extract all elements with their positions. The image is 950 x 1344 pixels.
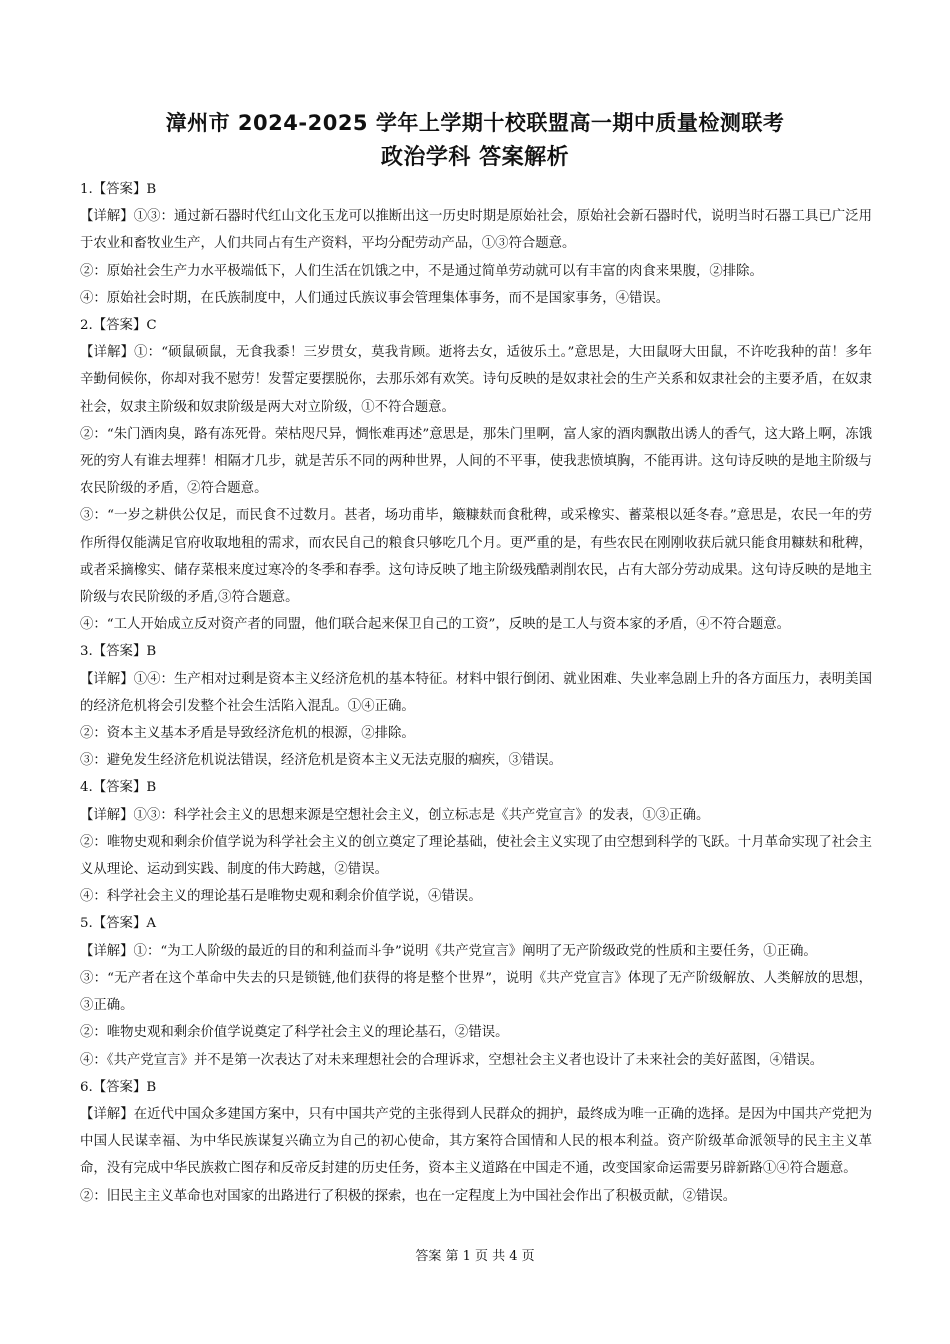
explanation-line: 【详解】①：“硕鼠硕鼠，无食我黍！三岁贯女，莫我肯顾。逝将去女，适彼乐土。”意思是，大田鼠呀大田鼠，不许吃我种的苗！多年辛勤伺候你，你却对我不慰劳！发誓定要摆脱你，去那乐郊有欢笑。诗句反映的是奴隶社会的生产关系和奴隶社会的主要矛盾，在奴隶社会，奴隶主阶级和奴隶阶级是两大对立阶级，①不符合题意。	[80, 345, 872, 415]
document-subtitle: 政治学科 答案解析	[380, 145, 570, 170]
page-footer: 答案 第 1 页 共 4 页	[415, 1249, 535, 1264]
explanation-line: 【详解】①④：生产相对过剩是资本主义经济危机的基本特征。材料中银行倒闭、就业困难、失业率急剧上升的各方面压力，表明美国的经济危机将会引发整个社会生活陷入混乱。①④正确。	[80, 671, 872, 714]
explanation-line: ②：“朱门酒肉臭，路有冻死骨。荣枯咫尺异，惆怅难再述”意思是，那朱门里啊，富人家的酒肉飘散出诱人的香气，这大路上啊，冻饿死的穷人有谁去埋葬！相隔才几步，就是苦乐不同的两种世界，人间的不平事，使我悲愤填胸，不能再讲。这句诗反映的是地主阶级与农民阶级的矛盾，②符合题意。	[80, 426, 872, 497]
explanation-line: ②：旧民主主义革命也对国家的出路进行了积极的探索，也在一定程度上为中国社会作出了积极贡献，②错误。	[80, 1188, 737, 1204]
answer-content	[80, 176, 872, 1210]
answer-line: 4.【答案】B	[80, 780, 157, 796]
explanation-line: ③：“一岁之耕供公仅足，而民食不过数月。甚者，场功甫毕，簸糠麸而食秕稗，或采橡实、蓄菜根以延冬春。”意思是，农民一年的劳作所得仅能满足官府收取地租的需求，而农民自己的粮食只够吃几个月。更严重的是，有些农民在刚刚收获后就只能食用糠麸和秕稗，或者采摘橡实、储存菜根来度过寒冷的冬季和春季。这句诗反映了地主阶级残酷剥削农民，占有大部分劳动成果。这句诗反映的是地主阶级与农民阶级的矛盾,③符合题意。	[80, 508, 872, 606]
answer-line: 6.【答案】B	[80, 1079, 157, 1095]
answer-line: 2.【答案】C	[80, 318, 157, 334]
explanation-line: ④：《共产党宣言》并不是第一次表达了对未来理想社会的合理诉求，空想社会主义者也设计了未来社会的美好蓝图，④错误。	[80, 1052, 824, 1068]
explanation-line: ③：避免发生经济危机说法错误，经济危机是资本主义无法克服的痼疾，③错误。	[80, 753, 563, 769]
explanation-line: ②：唯物史观和剩余价值学说奠定了科学社会主义的理论基石，②错误。	[80, 1025, 509, 1041]
explanation-line: ②：资本主义基本矛盾是导致经济危机的根源，②排除。	[80, 726, 415, 742]
explanation-line: ④：“工人开始成立反对资产者的同盟，他们联合起来保卫自己的工资”，反映的是工人与资本家的矛盾，④不符合题意。	[80, 617, 790, 633]
explanation-line: ③：“无产者在这个革命中失去的只是锁链,他们获得的将是整个世界”，说明《共产党宣言》体现了无产阶级解放、人类解放的思想，③正确。	[80, 970, 872, 1014]
explanation-line: ②：原始社会生产力水平极端低下，人们生活在饥饿之中，不是通过简单劳动就可以有丰富的肉食来果腹，②排除。	[80, 263, 763, 279]
answer-line: 3.【答案】B	[80, 644, 157, 660]
explanation-line: 【详解】①：“为工人阶级的最近的目的和利益而斗争”说明《共产党宣言》阐明了无产阶级政党的性质和主要任务，①正确。	[80, 943, 817, 959]
answer-line: 1.【答案】B	[80, 182, 157, 197]
explanation-line: ②：唯物史观和剩余价值学说为科学社会主义的创立奠定了理论基础，使社会主义实现了由空想到科学的飞跃。十月革命实现了社会主义从理论、运动到实践、制度的伟大跨越，②错误。	[80, 834, 872, 878]
answer-line: 5.【答案】A	[80, 916, 157, 932]
explanation-line: ④：原始社会时期，在氏族制度中，人们通过氏族议事会管理集体事务，而不是国家事务，④错误。	[80, 290, 670, 306]
explanation-line: 【详解】①③：通过新石器时代红山文化玉龙可以推断出这一历史时期是原始社会，原始社会新石器时代，说明当时石器工具已广泛用于农业和畜牧业生产，人们共同占有生产资料，平均分配劳动产品，①③符合题意。	[80, 209, 872, 252]
explanation-line: ④：科学社会主义的理论基石是唯物史观和剩余价值学说，④错误。	[80, 889, 482, 905]
explanation-line: 【详解】在近代中国众多建国方案中，只有中国共产党的主张得到人民群众的拥护，最终成为唯一正确的选择。是因为中国共产党把为中国人民谋幸福、为中华民族谋复兴确立为自己的初心使命，其方案符合国情和人民的根本利益。资产阶级革命派领导的民主主义革命，没有完成中华民族救亡图存和反帝反封建的历史任务，资本主义道路在中国走不通，改变国家命运需要另辟新路①④符合题意。	[80, 1106, 872, 1177]
explanation-line: 【详解】①③：科学社会主义的思想来源是空想社会主义，创立标志是《共产党宣言》的发表，①③正确。	[80, 807, 710, 823]
document-title: 漳州市 2024-2025 学年上学期十校联盟高一期中质量检测联考	[165, 111, 785, 135]
